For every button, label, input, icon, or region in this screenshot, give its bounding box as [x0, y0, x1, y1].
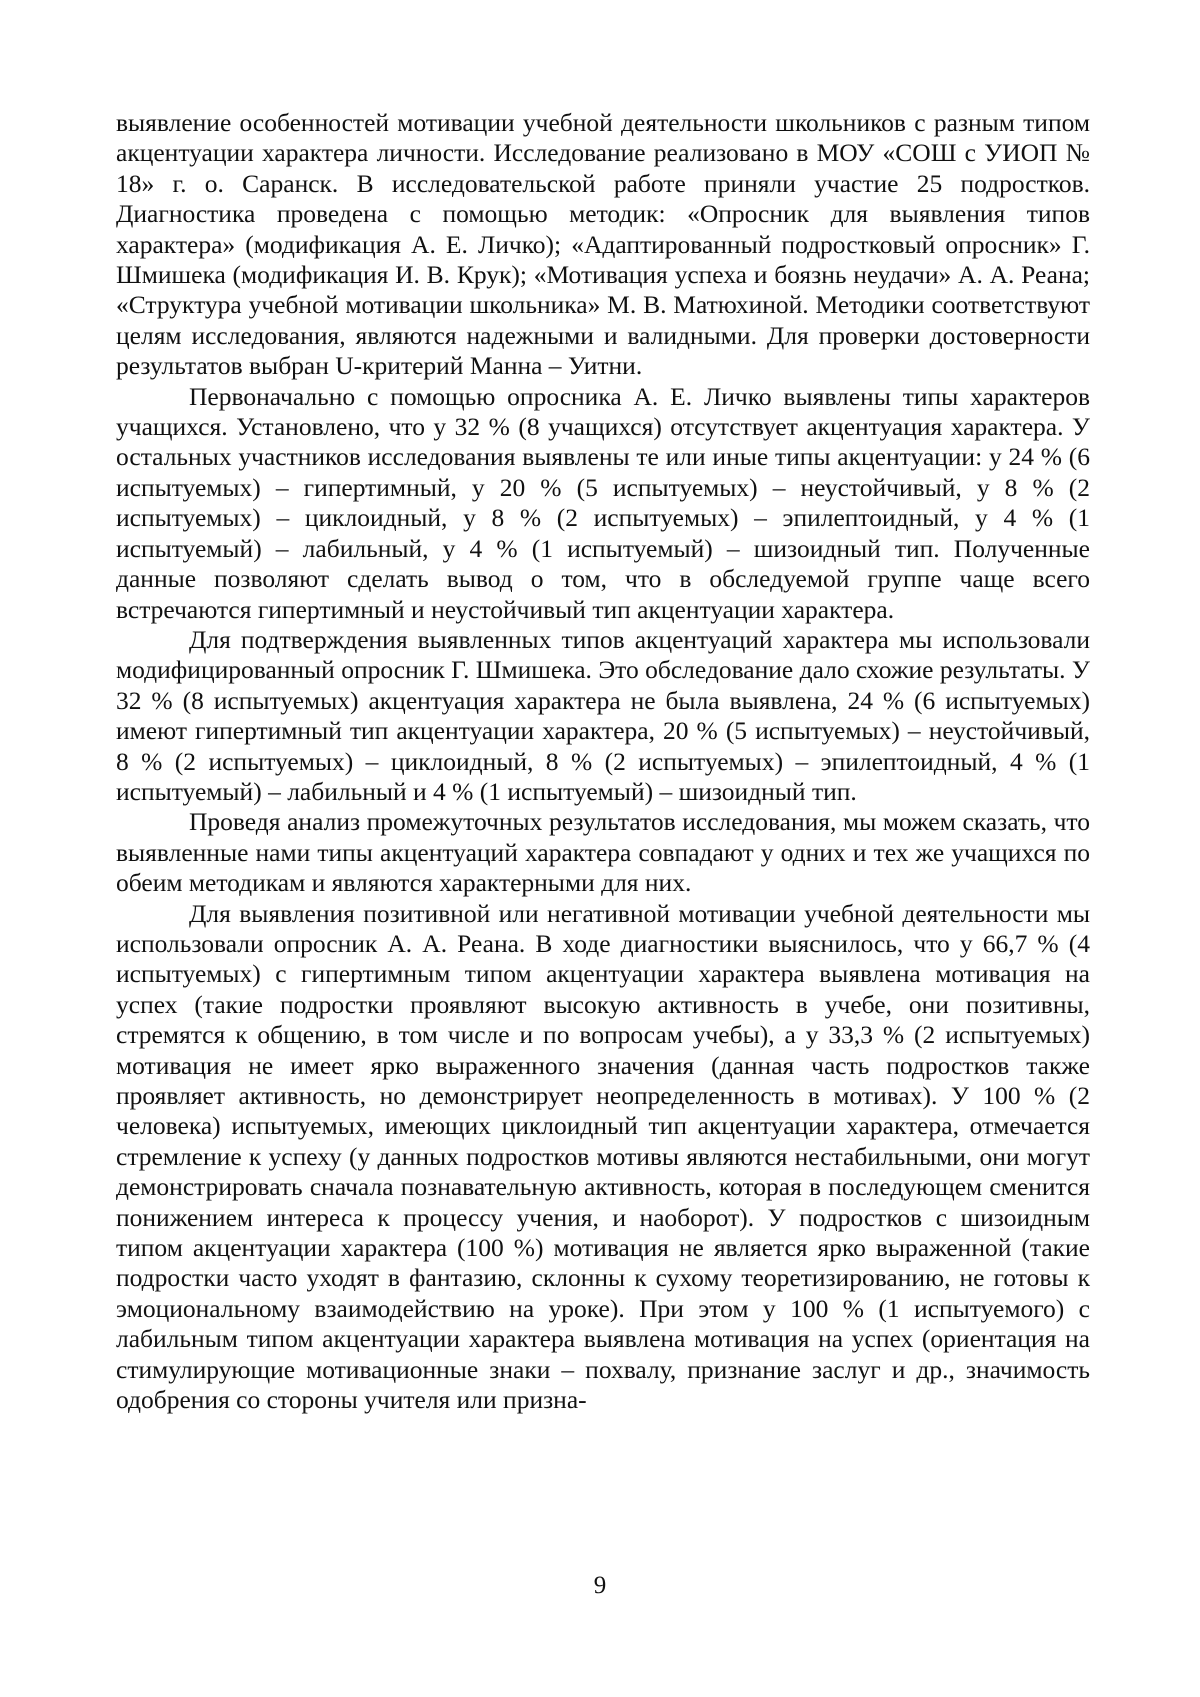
paragraph-intermediate-analysis: Проведя анализ промежуточных результатов исследования, мы можем сказать, что выявленные нами типы акцентуаций характера совпадают у одних и тех же учащихся по обеим методикам и являются характерными для них.	[116, 807, 1090, 898]
paragraph-shmishek-results: Для подтверждения выявленных типов акцентуаций характера мы использовали модифицированный опросник Г. Шмишека. Это обследование дало схожие результаты. У 32 % (8 испытуемых) акцентуация характера не была выявлена, 24 % (6 испытуемых) имеют гипертимный тип акцентуации характера, 20 % (5 испытуемых) – неустойчивый, 8 % (2 испытуемых) – циклоидный, 8 % (2 испытуемых) – эпилептоидный, 4 % (1 испытуемый) – лабильный и 4 % (1 испытуемый) – шизоидный тип.	[116, 624, 1090, 806]
body-text	[116, 108, 1090, 1415]
page-number: 9	[593, 1572, 607, 1599]
paragraph-lichko-results: Первоначально с помощью опросника А. Е. Личко выявлены типы характеров учащихся. Установлено, что у 32 % (8 учащихся) отсутствует акцентуация характера. У остальных участников исследования выявлены те или иные типы акцентуации: у 24 % (6 испытуемых) – гипертимный, у 20 % (5 испытуемых) – неустойчивый, у 8 % (2 испытуемых) – циклоидный, у 8 % (2 испытуемых) – эпилептоидный, у 4 % (1 испытуемый) – лабильный, у 4 % (1 испытуемый) – шизоидный тип. Полученные данные позволяют сделать вывод о том, что в обследуемой группе чаще всего встречаются гипертимный и неустойчивый тип акцентуации характера.	[116, 381, 1090, 624]
paragraph-rean-results: Для выявления позитивной или негативной мотивации учебной деятельности мы использовали опросник А. А. Реана. В ходе диагностики выяснилось, что у 66,7 % (4 испытуемых) с гипертимным типом акцентуации характера выявлена мотивация на успех (такие подростки проявляют высокую активность в учебе, они позитивны, стремятся к общению, в том числе и по вопросам учебы), а у 33,3 % (2 испытуемых) мотивация не имеет ярко выраженного значения (данная часть подростков также проявляет активность, но демонстрирует неопределенность в мотивах). У 100 % (2 человека) испытуемых, имеющих циклоидный тип акцентуации характера, отмечается стремление к успеху (у данных подростков мотивы являются нестабильными, они могут демонстрировать сначала познавательную активность, которая в последующем сменится понижением интереса к процессу учения, и наоборот). У подростков с шизоидным типом акцентуации характера (100 %) мотивация не является ярко выраженной (такие подростки часто уходят в фантазию, склонны к сухому теоретизированию, не готовы к эмоциональному взаимодействию на уроке). При этом у 100 % (1 испытуемого) с лабильным типом акцентуации характера выявлена мотивация на успех (ориентация на стимулирующие мотивационные знаки – похвалу, признание заслуг и др., значимость одобрения со стороны учителя или призна-	[116, 898, 1090, 1415]
paragraph-continuation: выявление особенностей мотивации учебной деятельности школьников с разным типом акцентуации характера личности. Исследование реализовано в МОУ «СОШ с УИОП № 18» г. о. Саранск. В исследовательской работе приняли участие 25 подростков. Диагностика проведена с помощью методик: «Опросник для выявления типов характера» (модификация А. Е. Личко); «Адаптированный подростковый опросник» Г. Шмишека (модификация И. В. Крук); «Мотивация успеха и боязнь неудачи» А. А. Реана; «Структура учебной мотивации школьника» М. В. Матюхиной. Методики соответствуют целям исследования, являются надежными и валидными. Для проверки достоверности результатов выбран U-критерий Манна – Уитни.	[116, 108, 1090, 381]
